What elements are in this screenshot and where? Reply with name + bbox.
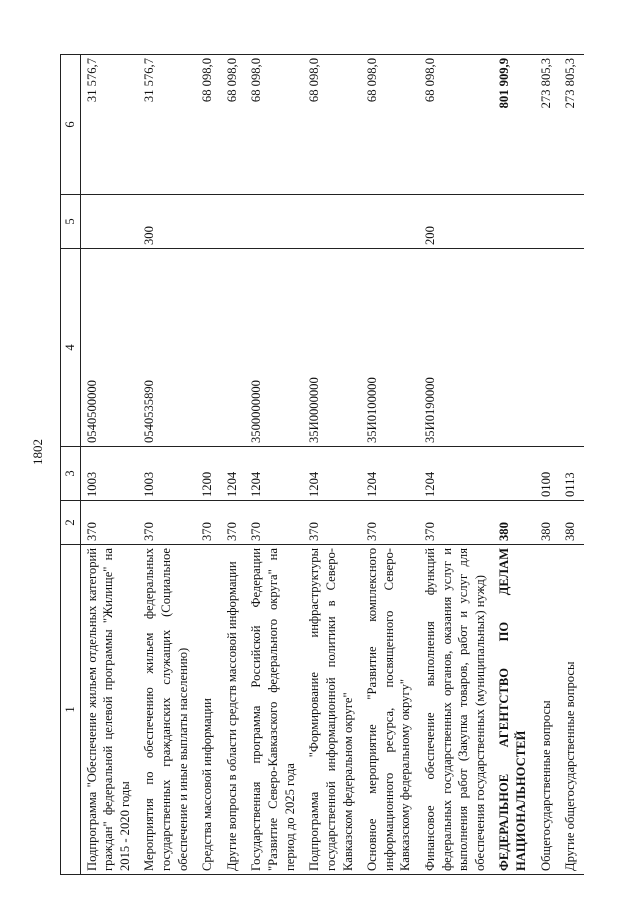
amount-cell: 68 098,0 (303, 55, 361, 195)
target-article-cell: 0540535890 (138, 249, 196, 447)
ministry-code-cell: 380 (535, 501, 560, 545)
column-header: 5 (61, 195, 81, 249)
row-name-cell: Подпрограмма "Формирование инфраструктуры государственной информационной политики в Северо-Кавказском федеральном округе" (303, 545, 361, 875)
table-row (221, 55, 246, 875)
table-header (61, 55, 81, 875)
ministry-code-cell: 370 (361, 501, 419, 545)
expense-type-cell: 200 (419, 195, 493, 249)
table-row (361, 55, 419, 875)
ministry-code-cell: 370 (245, 501, 303, 545)
ministry-code-cell: 380 (493, 501, 534, 545)
budget-table (60, 54, 584, 875)
row-name-cell: Мероприятия по обеспечению жильем федеральных государственных гражданских служащих (Социальное обеспечение и иные выплаты населению) (138, 545, 196, 875)
column-header: 1 (61, 545, 81, 875)
table-row (245, 55, 303, 875)
expense-type-cell (493, 195, 534, 249)
table-row (138, 55, 196, 875)
target-article-cell (493, 249, 534, 447)
target-article-cell (559, 249, 584, 447)
ministry-code-cell: 370 (303, 501, 361, 545)
row-name-cell: Основное мероприятие "Развитие комплексного информационного ресурса, посвященного Северо-Кавказскому федеральному округу" (361, 545, 419, 875)
table-row (419, 55, 493, 875)
column-header: 2 (61, 501, 81, 545)
target-article-cell: 3500000000 (245, 249, 303, 447)
row-name-cell: Общегосударственные вопросы (535, 545, 560, 875)
table-row (493, 55, 534, 875)
section-code-cell: 1204 (245, 447, 303, 501)
amount-cell: 31 576,7 (138, 55, 196, 195)
column-header: 3 (61, 447, 81, 501)
target-article-cell (535, 249, 560, 447)
section-code-cell: 1204 (221, 447, 246, 501)
section-code-cell: 1204 (361, 447, 419, 501)
expense-type-cell (303, 195, 361, 249)
amount-cell: 273 805,3 (559, 55, 584, 195)
table-row (535, 55, 560, 875)
amount-cell: 68 098,0 (221, 55, 246, 195)
row-name-cell: Подпрограмма "Обеспечение жильем отдельных категорий граждан" федеральной целевой программы "Жилище" на 2015 - 2020 годы (80, 545, 138, 875)
amount-cell: 273 805,3 (535, 55, 560, 195)
target-article-cell: 35И0000000 (303, 249, 361, 447)
expense-type-cell: 300 (138, 195, 196, 249)
expense-type-cell (361, 195, 419, 249)
section-code-cell: 1204 (419, 447, 493, 501)
row-name-cell: Другие общегосударственные вопросы (559, 545, 584, 875)
section-code-cell: 0100 (535, 447, 560, 501)
table-body (80, 55, 584, 875)
column-header: 4 (61, 249, 81, 447)
ministry-code-cell: 370 (138, 501, 196, 545)
section-code-cell: 1204 (303, 447, 361, 501)
table-row (80, 55, 138, 875)
target-article-cell: 35И0190000 (419, 249, 493, 447)
expense-type-cell (221, 195, 246, 249)
section-code-cell: 0113 (559, 447, 584, 501)
amount-cell: 68 098,0 (419, 55, 493, 195)
target-article-cell: 0540500000 (80, 249, 138, 447)
table-row (303, 55, 361, 875)
ministry-code-cell: 370 (196, 501, 221, 545)
budget-table-container (60, 55, 580, 875)
expense-type-cell (245, 195, 303, 249)
section-code-cell: 1003 (138, 447, 196, 501)
expense-type-cell (559, 195, 584, 249)
row-name-cell: Государственная программа Российской Федерации "Развитие Северо-Кавказского федерального округа" на период до 2025 года (245, 545, 303, 875)
target-article-cell: 35И0100000 (361, 249, 419, 447)
target-article-cell (196, 249, 221, 447)
amount-cell: 68 098,0 (361, 55, 419, 195)
section-code-cell: 1200 (196, 447, 221, 501)
amount-cell: 68 098,0 (245, 55, 303, 195)
row-name-cell: Финансовое обеспечение выполнения функций федеральных государственных органов, оказания услуг и выполнения работ (Закупка товаров, работ и услуг для обеспечения государственных (муниципальных) нужд) (419, 545, 493, 875)
amount-cell: 31 576,7 (80, 55, 138, 195)
ministry-code-cell: 370 (221, 501, 246, 545)
table-row (559, 55, 584, 875)
expense-type-cell (196, 195, 221, 249)
section-code-cell (493, 447, 534, 501)
row-name-cell: Другие вопросы в области средств массовой информации (221, 545, 246, 875)
amount-cell: 68 098,0 (196, 55, 221, 195)
amount-cell: 801 909,9 (493, 55, 534, 195)
page-number: 1802 (30, 439, 45, 465)
ministry-code-cell: 370 (419, 501, 493, 545)
row-name-cell: Средства массовой информации (196, 545, 221, 875)
row-name-cell: ФЕДЕРАЛЬНОЕ АГЕНТСТВО ПО ДЕЛАМ НАЦИОНАЛЬНОСТЕЙ (493, 545, 534, 875)
column-header: 6 (61, 55, 81, 195)
ministry-code-cell: 370 (80, 501, 138, 545)
table-row (196, 55, 221, 875)
expense-type-cell (535, 195, 560, 249)
ministry-code-cell: 380 (559, 501, 584, 545)
target-article-cell (221, 249, 246, 447)
expense-type-cell (80, 195, 138, 249)
section-code-cell: 1003 (80, 447, 138, 501)
